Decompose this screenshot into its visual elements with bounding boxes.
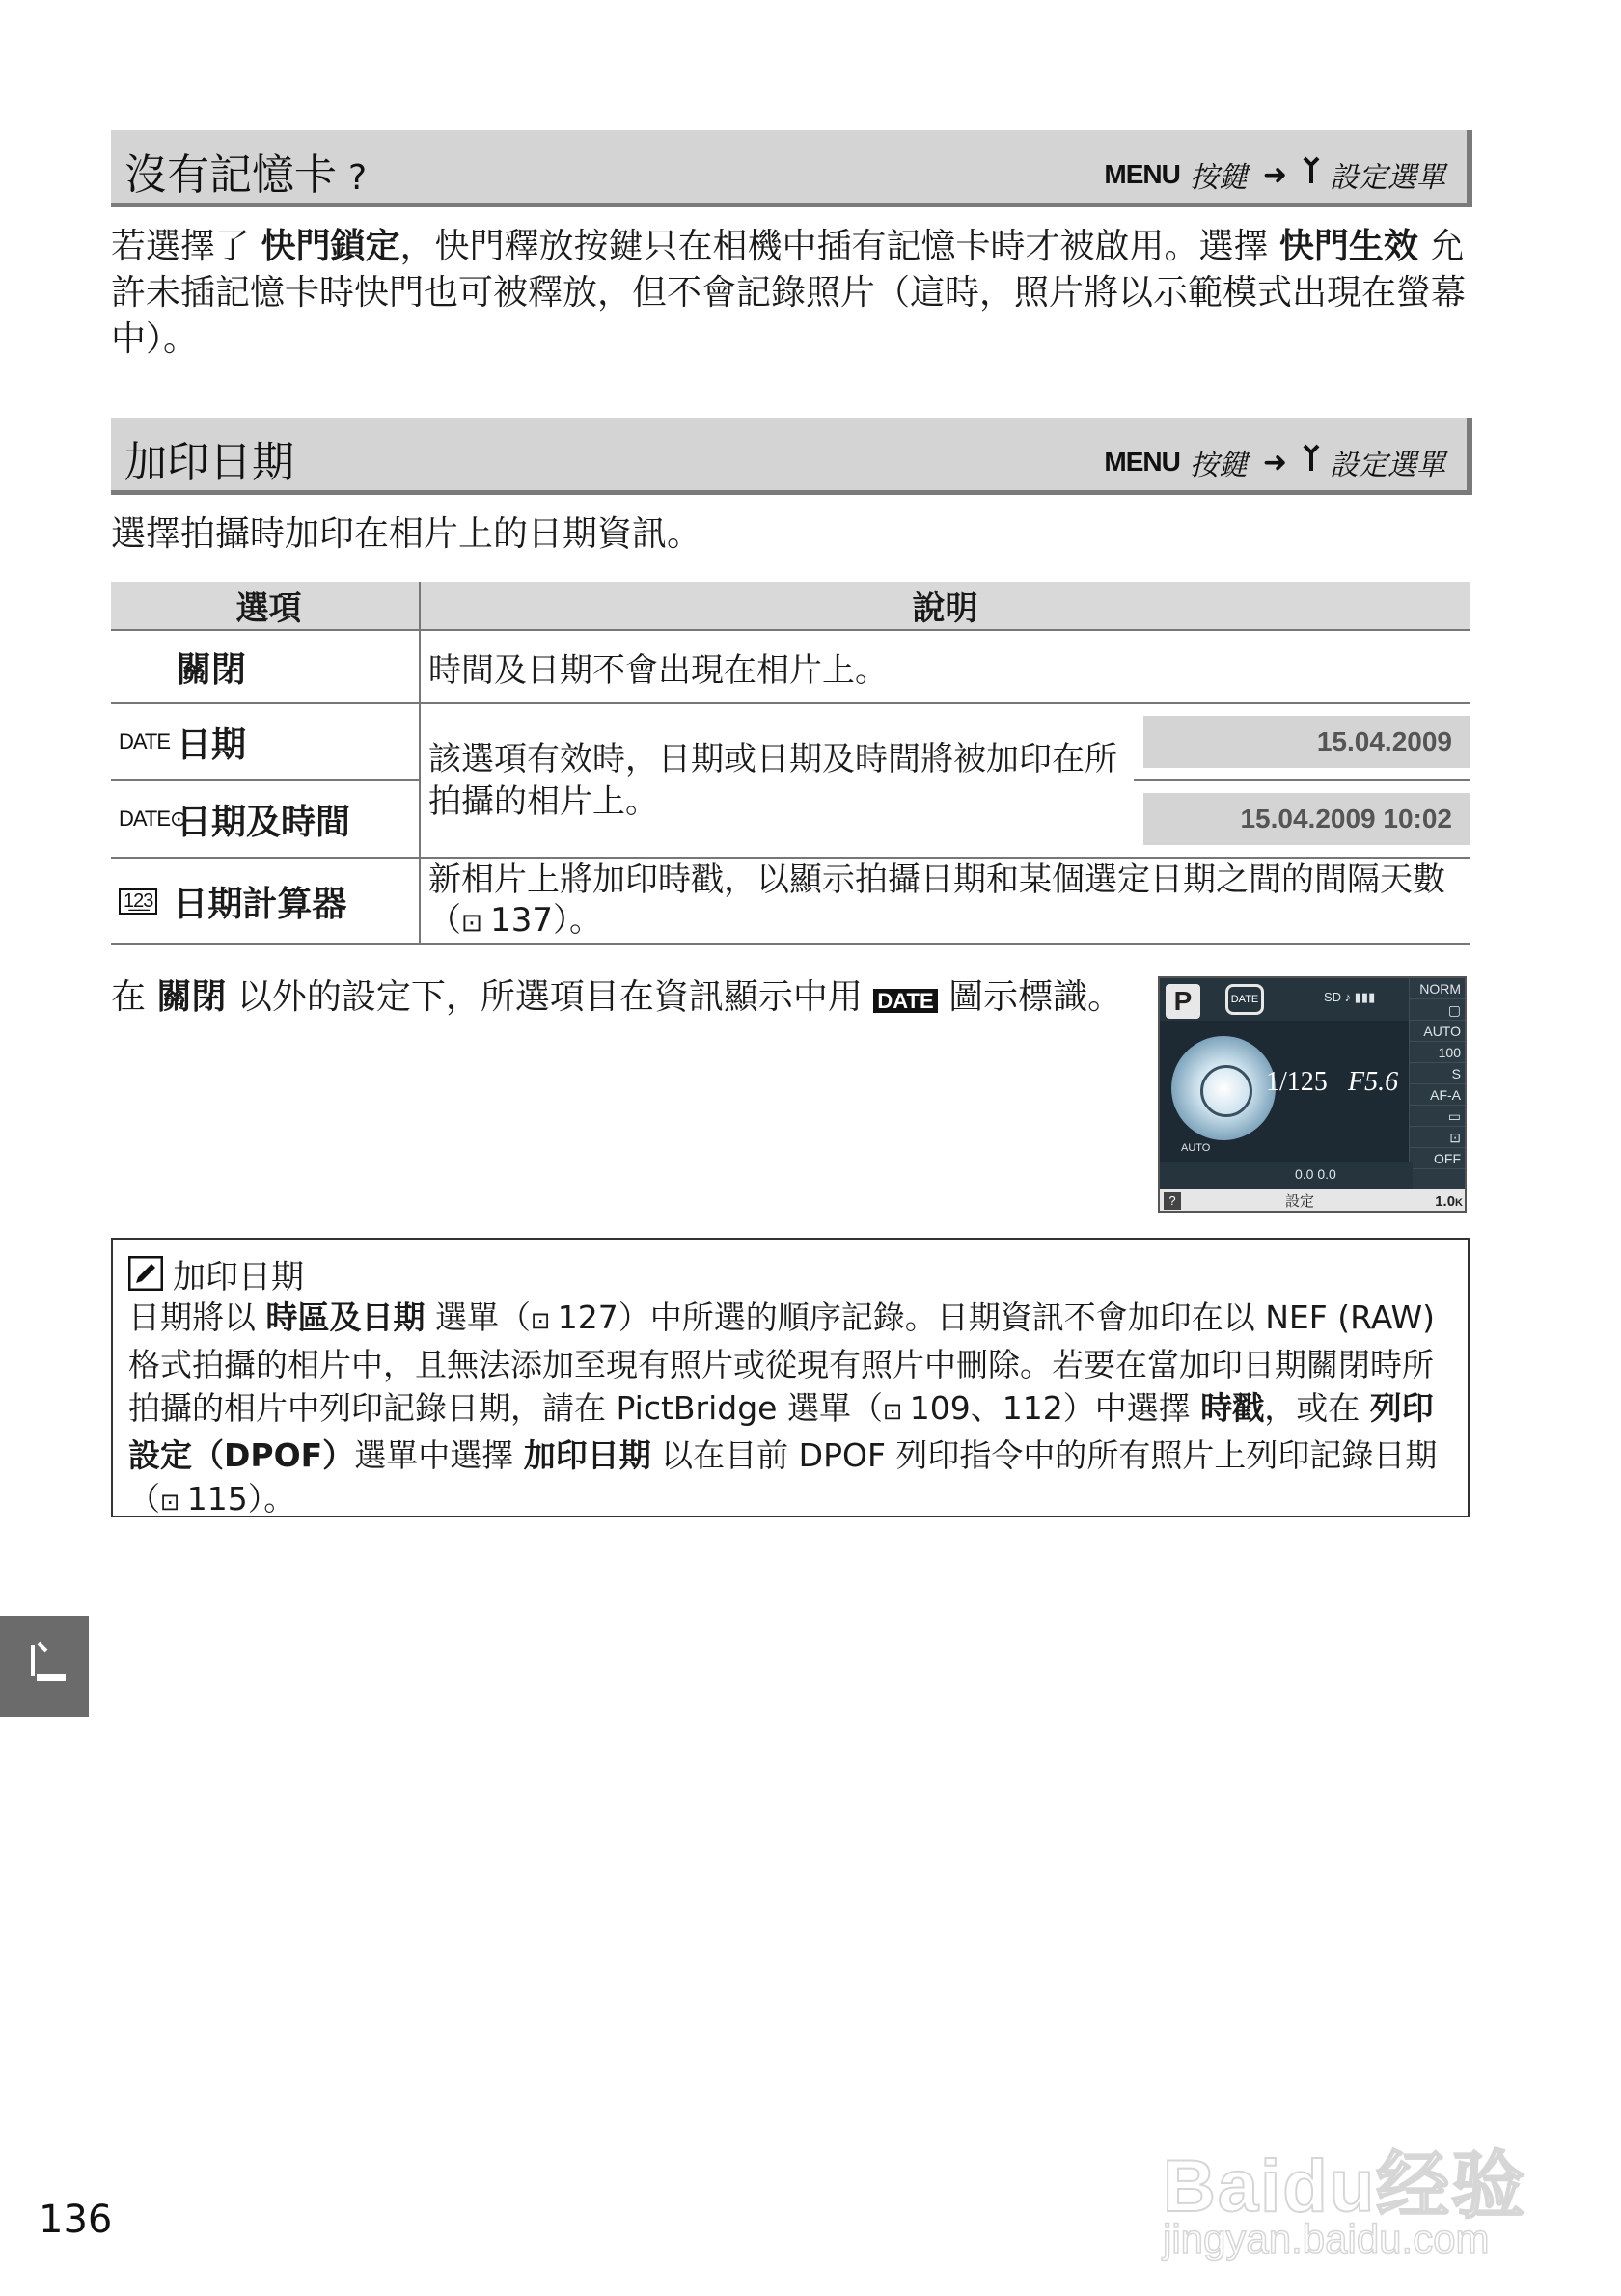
date-time-icon: DATE⊙ (119, 806, 187, 831)
arrow-icon: ➜ (1262, 157, 1287, 192)
note-box (111, 1238, 1470, 1517)
term-shutter-enable: 快門生效 (1278, 227, 1418, 266)
watermark-url: jingyan.baidu.com (1163, 2216, 1490, 2261)
section-title: 加印日期 (124, 438, 294, 487)
chapter-tab (0, 1616, 89, 1717)
term-off: 關閉 (156, 977, 227, 1017)
text: 選單中選擇 (354, 1436, 524, 1474)
option-label: 日期計算器 (173, 884, 347, 924)
option-cell (111, 630, 420, 703)
text: ）。 (247, 1480, 296, 1517)
option-cell (111, 780, 420, 858)
sample-cell (1134, 780, 1470, 858)
pencil-icon (128, 1256, 163, 1291)
term: 時區及日期 (265, 1298, 426, 1336)
page-ref: 109、112 (909, 1389, 1063, 1427)
section2-intro: 選擇拍攝時加印在相片上的日期資訊。 (111, 514, 702, 554)
book-icon: ⊡ (160, 1489, 187, 1516)
table-row (111, 858, 1470, 944)
setup-icon (0, 1616, 89, 1717)
menu-path (1104, 153, 1445, 196)
menu-path-button: 按鍵 (1189, 161, 1248, 195)
note-body (128, 1296, 1452, 1524)
shot-count (1435, 1189, 1463, 1213)
book-icon: ⊡ (882, 1398, 910, 1425)
watermark (1163, 2098, 1549, 2261)
wrench-icon (1303, 444, 1320, 480)
menu-path-setup: 設定選單 (1330, 161, 1445, 195)
adl-indicator: OFF (1410, 1148, 1465, 1169)
setting-label: 設定 (1285, 1193, 1315, 1210)
option-desc (420, 858, 1470, 944)
text: 新相片上將加印時戳，以顯示拍攝日期和某個選定日期之間的間隔天數（ (428, 860, 1445, 940)
header-option: 選項 (111, 582, 420, 630)
title-suffix: ? (348, 158, 368, 198)
option-cell (111, 703, 420, 780)
af-indicator: AF-A (1410, 1084, 1465, 1106)
arrow-icon: ➜ (1262, 445, 1287, 479)
status-indicators: SD ♪ ▮▮▮ (1324, 990, 1376, 1004)
aperture-value: F5.6 (1348, 1067, 1399, 1097)
menu-word: MENU (1104, 447, 1180, 477)
section-header-date-imprint (111, 418, 1467, 495)
section1-paragraph (111, 224, 1467, 363)
release-indicator: S (1410, 1063, 1465, 1084)
book-icon: ⊡ (461, 908, 491, 938)
option-cell (111, 858, 420, 944)
quality-indicator: NORM (1410, 978, 1465, 999)
date-icon: DATE (873, 989, 937, 1013)
text: ）中選擇 (1062, 1389, 1201, 1427)
option-label: 關閉 (177, 649, 247, 690)
option-label: 日期及時間 (177, 802, 351, 842)
section-title (124, 140, 367, 202)
text: ，快門釋放按鍵只在相機中插有記憶卡時才被啟用。選擇 (399, 227, 1279, 266)
aperture-dial-icon (1171, 1036, 1276, 1140)
auto-label: AUTO (1181, 1142, 1211, 1154)
text: ）。 (552, 900, 602, 940)
text: 以在目前 DPOF 列印指令中的所有照片上列印記錄日期（ (128, 1436, 1438, 1517)
wrench-icon (1303, 156, 1320, 193)
page-ref: 127 (557, 1298, 618, 1336)
size-indicator: ▢ (1410, 999, 1465, 1021)
book-icon: ⊡ (531, 1307, 558, 1334)
mode-badge: P (1166, 984, 1200, 1019)
area-indicator: ▭ (1410, 1106, 1465, 1127)
camera-info-display (1158, 976, 1467, 1213)
wb-indicator: AUTO (1410, 1021, 1465, 1042)
date-sample: 15.04.2009 (1143, 716, 1470, 768)
options-table (111, 582, 1470, 945)
note-title: 加印日期 (173, 1257, 304, 1297)
term-shutter-lock: 快門鎖定 (261, 227, 400, 266)
option-desc: 該選項有效時，日期或日期及時間將被加印在所拍攝的相片上。 (420, 703, 1134, 858)
date-time-sample: 15.04.2009 10:02 (1143, 793, 1470, 845)
table-row (111, 703, 1470, 780)
note-header (128, 1253, 1452, 1297)
menu-path-setup: 設定選單 (1330, 449, 1445, 482)
term: 加印日期 (523, 1436, 651, 1474)
iso-indicator: 100 (1410, 1042, 1465, 1063)
shutter-speed: 1/125 (1266, 1067, 1328, 1097)
metering-indicator: ⊡ (1410, 1127, 1465, 1148)
term: 列印設定（DPOF） (128, 1389, 1434, 1474)
bottom-bar (1160, 1162, 1413, 1190)
camera-footer (1160, 1189, 1467, 1213)
text: 若選擇了 (111, 227, 261, 266)
menu-path-button: 按鍵 (1189, 449, 1248, 482)
date-badge: DATE (1225, 984, 1264, 1015)
exposure-compensation: 0.0 0.0 (1295, 1166, 1336, 1182)
count-value: 1.0 (1435, 1193, 1456, 1210)
page-number: 136 (39, 2198, 113, 2242)
date-icon: DATE (119, 729, 171, 753)
text: ，或在 (1264, 1389, 1370, 1427)
sample-cell (1134, 703, 1470, 780)
text: 日期將以 (128, 1298, 266, 1336)
watermark-logo: Baidu经验 (1163, 2146, 1527, 2228)
header-description: 說明 (420, 582, 1470, 630)
table-row (111, 630, 1470, 703)
menu-word: MENU (1104, 159, 1180, 189)
text: 選單（ (425, 1298, 531, 1336)
page-ref: 137 (490, 900, 553, 940)
count-unit: K (1455, 1197, 1463, 1209)
menu-path (1104, 441, 1445, 483)
term: 時戳 (1200, 1389, 1265, 1427)
section-header-no-memory-card (111, 130, 1467, 207)
right-column (1409, 978, 1465, 1213)
text: 以外的設定下，所選項目在資訊顯示中用 (226, 977, 874, 1017)
text: ）中所選的順序記錄。日期資訊不會加印在以 NEF (RAW) 格式拍攝的相片中，且無法添加至現有照片或從現有照片中刪除。若要在當加印日期關閉時所拍攝的相片中列印記錄日期，請在 PictBridge 選單（ (128, 1298, 1435, 1427)
after-table-paragraph (111, 974, 1143, 1025)
text: 允許未插記憶卡時快門也可被釋放，但不會記錄照片（這時，照片將以示範模式出現在螢幕中）。 (111, 227, 1467, 359)
help-icon: ? (1164, 1192, 1181, 1210)
section-title-text: 沒有記憶卡 (124, 150, 337, 200)
table-header-row (111, 582, 1470, 630)
page-ref: 115 (186, 1480, 248, 1517)
option-desc: 時間及日期不會出現在相片上。 (420, 630, 1470, 703)
option-label: 日期 (177, 724, 247, 765)
date-counter-icon: 1̲2̲3 (119, 888, 157, 915)
text: 在 (111, 977, 157, 1017)
text: 圖示標識。 (937, 977, 1123, 1017)
